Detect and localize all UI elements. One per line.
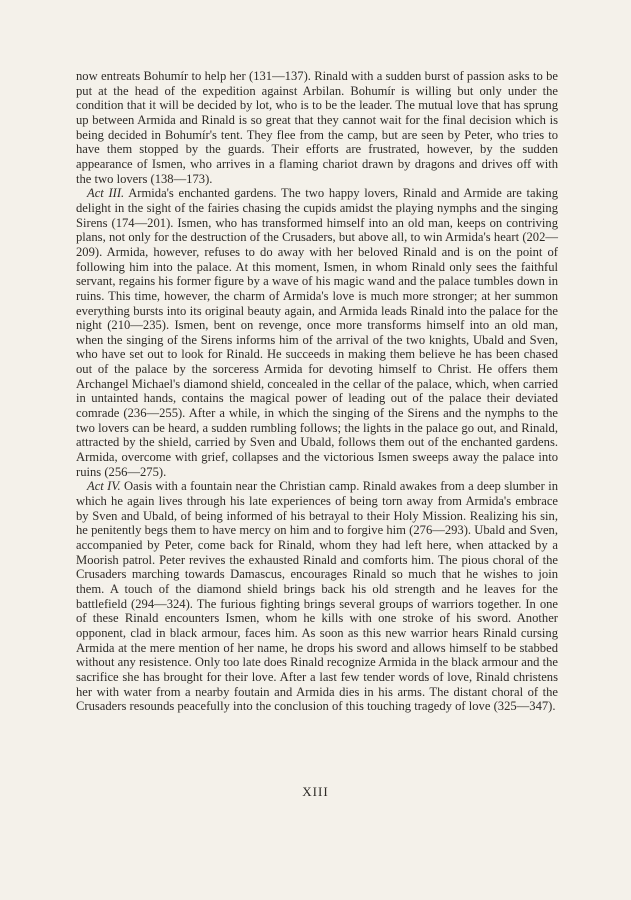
paragraph-act-iii [76, 186, 558, 479]
paragraph-act-ii-continuation [76, 69, 558, 186]
body-text [76, 69, 558, 714]
paragraph-text: now entreats Bohumír to help her (131—137). Rinald with a sudden burst of passion asks to be put at the head of the expedition against Arbilan. Bohumír is willing but only under the condition that it will be decided by lot, who is to be the leader. The mutual love that has sprung up between Armida and Rinald is so great that they cannot wait for the final decision which is being decided in Bohumír's tent. They flee from the camp, but are seen by Peter, who tries to have them stopped by the guards. Their efforts are frustrated, however, by the sudden appearance of Ismen, who arrives in a flaming chariot drawn by dragons and drives off with the two lovers (138—173). [76, 69, 558, 186]
paragraph-text: Oasis with a fountain near the Christian camp. Rinald awakes from a deep slumber in which he again lives through his late experiences of being torn away from Armida's embrace by Sven and Ubald, of being informed of his betrayal to their Holy Mission. Realizing his sin, he penitently begs them to have mercy on him and to forgive him (276—293). Ubald and Sven, accompanied by Peter, come back for Rinald, whom they had left here, when attacked by a Moorish patrol. Peter revives the exhausted Rinald and comforts him. The pious choral of the Crusaders marching towards Damascus, encourages Rinald so much that he wishes to join them. A touch of the diamond shield brings back his old strength and he leaves for the battlefield (294—324). The furious fighting brings several groups of warriors together. In one of these Rinald encounters Ismen, whom he kills with one stroke of his sword. Another opponent, clad in black armour, faces him. As soon as this new warrior hears Rinald cursing Armida at the mere mention of her name, he drops his sword and allows himself to be stabbed without any resistence. Only too late does Rinald recognize Armida in the black armour and the sacrifice she has brought for their love. After a last few tender words of love, Rinald christens her with water from a nearby foutain and Armida dies in his arms. The distant choral of the Crusaders resounds peacefully into the conclusion of this touching tragedy of love (325—347). [76, 479, 558, 714]
paragraph-text: Armida's enchanted gardens. The two happy lovers, Rinald and Armide are taking delight in the sight of the fairies chasing the cupids amidst the playing nymphs and the singing Sirens (174—201). Ismen, who has transformed himself into an old man, keeps on contriving plans, not only for the destruction of the Crusaders, but above all, to win Armida's heart (202—209). Armida, however, refuses to do away with her beloved Rinald and is on the point of following him into the palace. At this moment, Ismen, in whom Rinald only sees the faithful servant, regains his former figure by a wave of his magic wand and the palace tumbles down in ruins. This time, however, the charm of Armida's love is much more stronger; at her summon everything bursts into its original beauty again, and Armida leads Rinald into the palace for the night (210—235). Ismen, bent on revenge, once more transforms himself into an old man, when the singing of the Sirens informs him of the arrival of the two knights, Ubald and Sven, who have set out to look for Rinald. He succeeds in making them believe he has been chased out of the palace by the sorceress Armida for devoting himself to Christ. He offers them Archangel Michael's diamond shield, concealed in the cellar of the palace, which, when carried in untainted hands, contains the magical power of leading out of the palace their deviated comrade (236—255). After a while, in which the singing of the Sirens and the nymphs to the two lovers can be heard, a sudden rumbling follows; the lights in the palace go out, and Rinald, attracted by the shield, carried by Sven and Ubald, follows them out of the enchanted gardens. Armida, overcome with grief, collapses and the victorious Ismen sweeps away the palace into ruins (256—275). [76, 186, 558, 479]
act-label: Act III. [87, 186, 125, 201]
act-label: Act IV. [87, 479, 121, 494]
page-number: XIII [302, 784, 329, 799]
paragraph-act-iv [76, 479, 558, 714]
